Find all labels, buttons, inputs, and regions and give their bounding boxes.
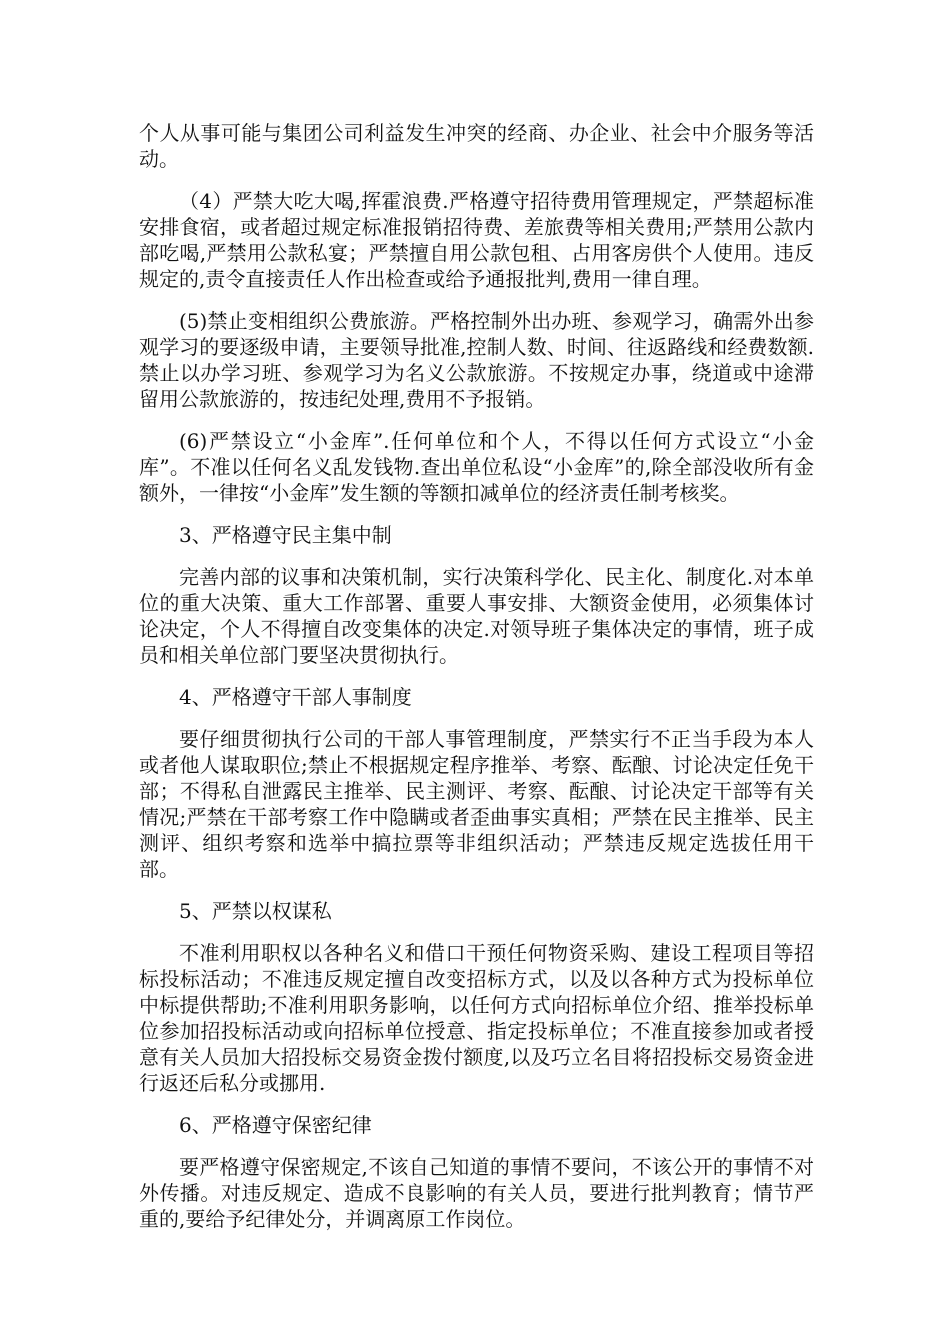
section-heading-4: 4、严格遵守干部人事制度 — [179, 685, 412, 709]
paragraph-section-3: 完善内部的议事和决策机制，实行决策科学化、民主化、制度化.对本单位的重大决策、重大工作部署、重要人事安排、大额资金使用，必须集体讨论决定，个人不得擅自改变集体的决定.对领导班子集体决定的事情，班子成员和相关单位部门要坚决贯彻执行。 — [139, 565, 814, 667]
document-body — [139, 120, 814, 1248]
paragraph-section-4: 要仔细贯彻执行公司的干部人事管理制度，严禁实行不正当手段为本人或者他人谋取职位;禁止不根据规定程序推举、考察、酝酿、讨论决定任免干部；不得私自泄露民主推举、民主测评、考察、酝酿、讨论决定干部等有关情况;严禁在干部考察工作中隐瞒或者歪曲事实真相；严禁在民主推举、民主测评、组织考察和选举中搞拉票等非组织活动；严禁违反规定选拔任用干部。 — [139, 727, 814, 881]
paragraph-section-6: 要严格遵守保密规定,不该自己知道的事情不要问，不该公开的事情不对外传播。对违反规定、造成不良影响的有关人员，要进行批判教育；情节严重的,要给予纪律处分，并调离原工作岗位。 — [139, 1155, 814, 1231]
paragraph-item-5: (5)禁止变相组织公费旅游。严格控制外出办班、参观学习，确需外出参观学习的要逐级申请，主要领导批准,控制人数、时间、往返路线和经费数额.禁止以办学习班、参观学习为名义公款旅游。不按规定办事，绕道或中途滞留用公款旅游的，按违纪处理,费用不予报销。 — [139, 309, 814, 411]
section-heading-5: 5、严禁以权谋私 — [179, 899, 332, 923]
paragraph-section-5: 不准利用职权以各种名义和借口干预任何物资采购、建设工程项目等招标投标活动；不准违反规定擅自改变招标方式，以及以各种方式为投标单位中标提供帮助;不准利用职务影响，以任何方式向招标单位介绍、推举投标单位参加招投标活动或向招标单位授意、指定投标单位；不准直接参加或者授意有关人员加大招投标交易资金拨付额度,以及巧立名目将招投标交易资金进行返还后私分或挪用. — [139, 941, 814, 1095]
paragraph-item-4: （4）严禁大吃大喝,挥霍浪费.严格遵守招待费用管理规定，严禁超标准安排食宿，或者超过规定标准报销招待费、差旅费等相关费用;严禁用公款内部吃喝,严禁用公款私宴；严禁擅自用公款包租、占用客房供个人使用。违反规定的,责令直接责任人作出检查或给予通报批判,费用一律自理。 — [139, 189, 814, 291]
paragraph-continuation: 个人从事可能与集团公司利益发生冲突的经商、办企业、社会中介服务等活动。 — [139, 121, 814, 171]
paragraph-item-6: (6)严禁设立“小金库”.任何单位和个人，不得以任何方式设立“小金库”。不准以任何名义乱发钱物.查出单位私设“小金库”的,除全部没收所有金额外，一律按“小金库”发生额的等额扣减单位的经济责任制考核奖。 — [139, 429, 814, 505]
section-heading-6: 6、严格遵守保密纪律 — [179, 1113, 372, 1137]
section-heading-3: 3、严格遵守民主集中制 — [179, 523, 392, 547]
